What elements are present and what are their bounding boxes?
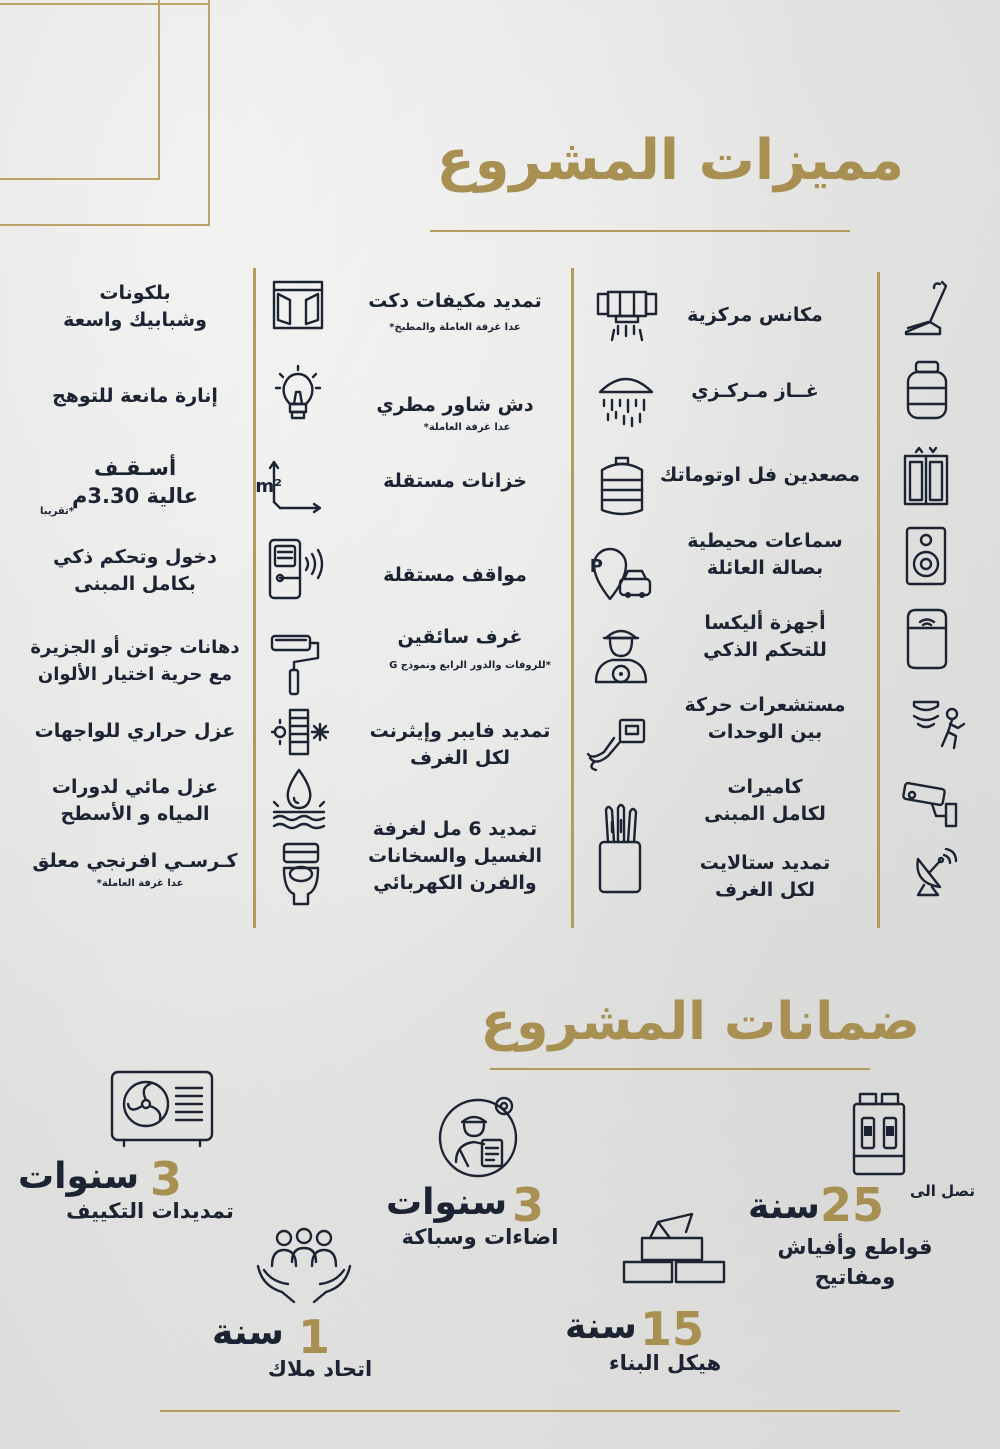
title-underline [430, 230, 850, 232]
water-tank-icon [598, 456, 646, 518]
feature-balconies: بلكونات وشبابيك واسعة [63, 282, 207, 331]
guarantee-number: 15 [640, 1302, 705, 1356]
column-divider [253, 268, 256, 928]
elevator-icon [902, 446, 950, 506]
feature-satellite: تمديد ستالايت لكل الغرف [699, 852, 831, 901]
feature-driver-rooms: غرف سائقين *للروفات والدور الرابع ونموذج G [389, 626, 551, 671]
window-icon [272, 280, 324, 330]
water-insulation-icon [270, 768, 328, 830]
frame-line [158, 0, 160, 180]
area-m2-icon [255, 456, 324, 512]
feature-surround-speakers: سماعات محيطية بصالة العائلة [687, 530, 843, 579]
feature-rain-shower: دش شاور مطري عدا غرفة العاملة* [376, 394, 534, 433]
parking-icon [590, 545, 654, 603]
smart-speaker-icon [902, 608, 952, 670]
feature-motion-sensors: مستشعرات حركة بين الوحدات [684, 694, 846, 743]
community-icon [254, 1226, 354, 1306]
technician-icon [438, 1092, 524, 1178]
feature-elevators: مصعدين فل اوتوماتك [659, 464, 861, 486]
guarantees-title: ضمانات المشروع [480, 992, 920, 1052]
guarantee-unit: سنة [565, 1306, 637, 1347]
feature-central-gas: غــاز مـركـزي [691, 380, 819, 402]
svg-text:m²: m² [255, 476, 282, 497]
guarantee-label: اضاءات وسباكة [401, 1225, 559, 1249]
guarantee-label: هيكل البناء [608, 1351, 722, 1375]
feature-6mm-cable: تمديد 6 مل لغرفة الغسيل والسخانات والفرن الكهربائي [367, 818, 542, 894]
breaker-switch-icon [852, 1092, 906, 1178]
vacuum-icon [900, 278, 956, 338]
ac-duct-icon [596, 288, 658, 344]
paint-roller-icon [270, 630, 322, 696]
smart-lock-icon [266, 538, 328, 600]
guarantee-prefix: تصل الى [910, 1182, 975, 1200]
feature-separate-parking: مواقف مستقلة [383, 564, 527, 586]
title-underline [490, 1068, 870, 1070]
gas-cylinder-icon [902, 360, 952, 422]
camera-icon [902, 780, 962, 830]
feature-central-vacuum: مكانس مركزية [687, 304, 823, 326]
guarantee-unit: سنوات [18, 1156, 140, 1197]
frame-line [0, 178, 160, 180]
guarantee-label: قواطع وأفياش ومفاتيح [777, 1235, 933, 1289]
svg-text:P: P [589, 556, 603, 577]
guarantee-label: تمديدات التكييف [66, 1199, 234, 1223]
features-title: مميزات المشروع [436, 128, 904, 193]
frame-line [0, 3, 210, 5]
guarantee-number: 1 [298, 1310, 331, 1364]
motion-sensor-icon [912, 698, 972, 750]
feature-cameras: كاميرات لكامل المبنى [704, 776, 826, 825]
thermal-insulation-icon [272, 708, 328, 756]
guarantee-unit: سنة [748, 1186, 820, 1227]
guarantee-number: 25 [820, 1178, 885, 1232]
feature-fiber-ethernet: تمديد فايبر وإيثرنت لكل الغرف [369, 720, 551, 769]
guarantee-number: 3 [512, 1178, 545, 1232]
feature-smart-access: دخول وتحكم ذكي بكامل المبنى [53, 546, 217, 595]
feature-alexa: أجهزة أليكسا للتحكم الذكي [703, 612, 827, 661]
speaker-icon [904, 526, 948, 586]
column-divider [571, 268, 574, 928]
feature-antiglare-lighting: إنارة مانعة للتوهج [52, 385, 218, 407]
feature-high-ceilings: أسـقـف عالية 3.30م [72, 456, 198, 508]
rain-shower-icon [596, 370, 656, 428]
cable-icon [596, 802, 644, 894]
feature-wall-hung-toilet: كـرسـي افرنجي معلق عدا غرفة العاملة* [32, 850, 238, 889]
bottom-line [160, 1410, 900, 1412]
feature-thermal-insulation: عزل حراري للواجهات [34, 720, 236, 742]
ethernet-icon [586, 716, 648, 772]
light-bulb-icon [274, 364, 322, 426]
feature-paints: دهانات جوتن أو الجزيرة مع حرية اختيار الألوان [30, 637, 240, 685]
guarantee-unit: سنوات [386, 1182, 508, 1223]
guarantee-label: اتحاد ملاك [267, 1357, 373, 1381]
feature-water-insulation: عزل مائي لدورات المياه و الأسطح [51, 776, 219, 825]
frame-line [208, 0, 210, 226]
guarantee-unit: سنة [212, 1312, 284, 1353]
ac-unit-icon [110, 1070, 214, 1148]
bricks-icon [622, 1208, 726, 1284]
feature-duct-ac: تمديد مكيفات دكت عدا غرفة العاملة والمطبخ* [368, 290, 542, 333]
ceiling-note: *تقريبا [40, 506, 74, 517]
guarantee-number: 3 [150, 1152, 183, 1206]
satellite-icon [912, 845, 958, 897]
toilet-icon [280, 842, 322, 906]
driver-icon [592, 624, 650, 684]
feature-separate-tanks: خزانات مستقلة [383, 470, 527, 492]
column-divider [877, 272, 880, 928]
frame-line [0, 224, 210, 226]
